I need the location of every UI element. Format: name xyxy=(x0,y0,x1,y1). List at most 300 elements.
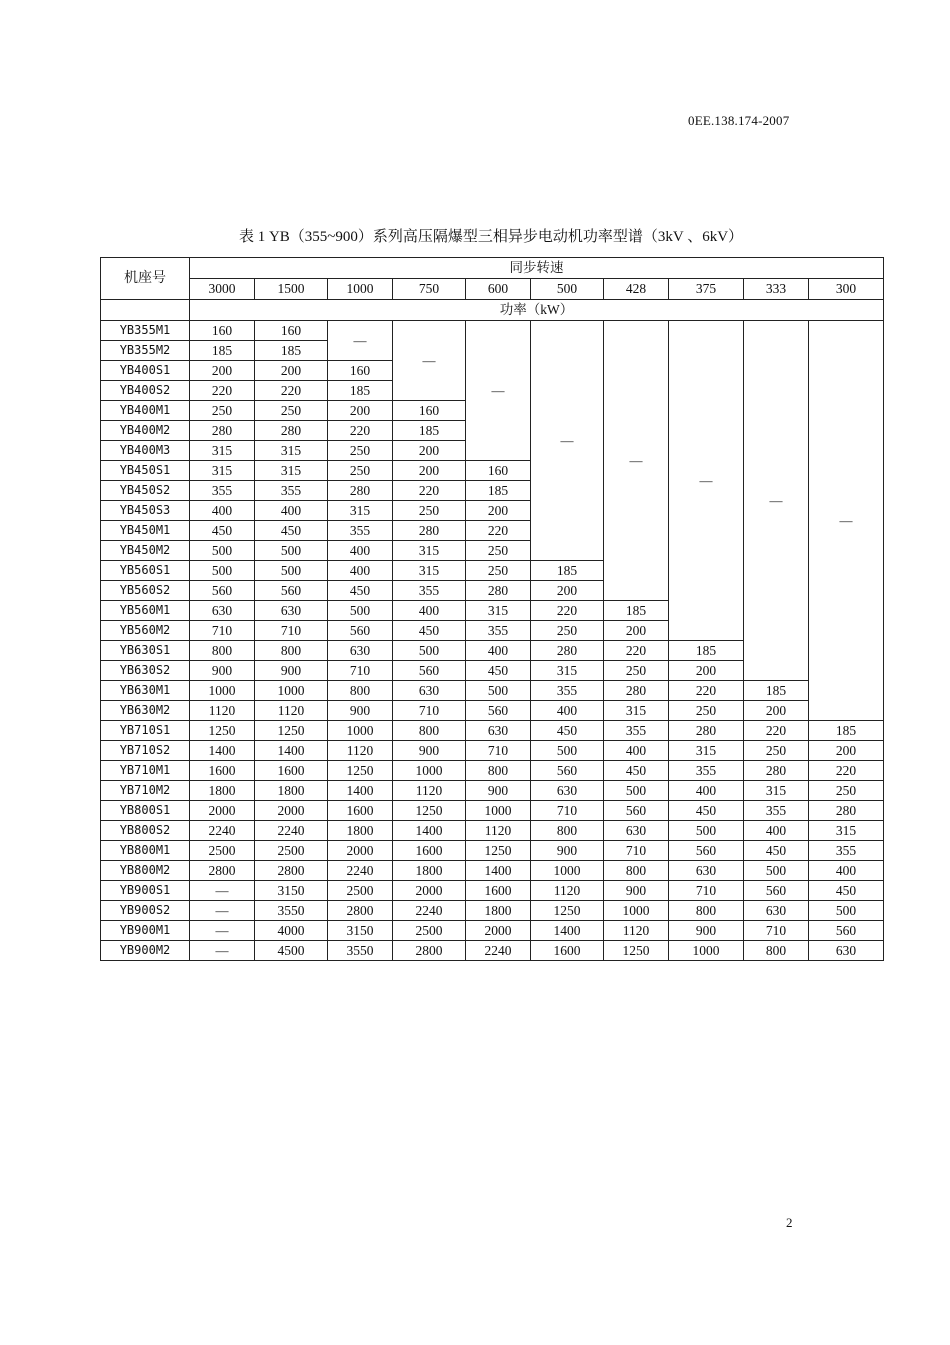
power-value-cell: 315 xyxy=(255,441,328,461)
power-value-cell: 400 xyxy=(328,561,393,581)
power-value-cell: 1600 xyxy=(328,801,393,821)
speed-header-3000: 3000 xyxy=(190,279,255,300)
power-value-cell: 400 xyxy=(809,861,884,881)
power-value-cell: 400 xyxy=(328,541,393,561)
power-value-cell: 355 xyxy=(255,481,328,501)
power-value-cell: 3150 xyxy=(328,921,393,941)
power-value-cell: 1250 xyxy=(466,841,531,861)
power-value-cell: 185 xyxy=(531,561,604,581)
model-cell: YB450S2 xyxy=(101,481,190,501)
power-value-cell: 250 xyxy=(809,781,884,801)
power-value-cell: 2500 xyxy=(190,841,255,861)
power-value-cell: 2000 xyxy=(255,801,328,821)
table-row xyxy=(101,781,884,801)
power-value-cell: 560 xyxy=(190,581,255,601)
power-value-cell: 800 xyxy=(744,941,809,961)
table-caption: 表 1 YB（355~900）系列高压隔爆型三相异步电动机功率型谱（3kV 、6kV） xyxy=(238,229,744,245)
power-value-cell: 250 xyxy=(255,401,328,421)
model-cell: YB630S2 xyxy=(101,661,190,681)
table-row xyxy=(101,941,884,961)
power-value-cell: 280 xyxy=(669,721,744,741)
power-value-cell: 200 xyxy=(255,361,328,381)
power-value-cell: 630 xyxy=(531,781,604,801)
model-cell: YB800S2 xyxy=(101,821,190,841)
power-value-cell: 220 xyxy=(255,381,328,401)
speed-header-1500: 1500 xyxy=(255,279,328,300)
not-applicable-dash: — xyxy=(531,321,604,561)
power-value-cell: 500 xyxy=(190,541,255,561)
power-value-cell: 2800 xyxy=(328,901,393,921)
power-value-cell: 1800 xyxy=(255,781,328,801)
model-cell: YB400M2 xyxy=(101,421,190,441)
power-value-cell: 250 xyxy=(328,441,393,461)
model-cell: YB630S1 xyxy=(101,641,190,661)
power-value-cell: 1250 xyxy=(604,941,669,961)
power-value-cell: 200 xyxy=(328,401,393,421)
power-value-cell: 630 xyxy=(466,721,531,741)
power-value-cell: 400 xyxy=(604,741,669,761)
power-value-cell: 220 xyxy=(669,681,744,701)
power-value-cell: 1800 xyxy=(190,781,255,801)
power-value-cell: 1250 xyxy=(190,721,255,741)
model-cell: YB450M1 xyxy=(101,521,190,541)
model-cell: YB900M1 xyxy=(101,921,190,941)
power-value-cell: 560 xyxy=(255,581,328,601)
power-value-cell: 900 xyxy=(328,701,393,721)
page-number: 2 xyxy=(786,1215,793,1230)
not-applicable-dash: — xyxy=(809,321,884,721)
table-row xyxy=(101,741,884,761)
power-value-cell: 250 xyxy=(669,701,744,721)
power-value-cell: 1600 xyxy=(466,881,531,901)
power-value-cell: 2000 xyxy=(393,881,466,901)
model-cell: YB400M1 xyxy=(101,401,190,421)
power-value-cell: 2240 xyxy=(466,941,531,961)
power-value-cell: 315 xyxy=(466,601,531,621)
power-value-cell: 500 xyxy=(255,541,328,561)
power-value-cell: 280 xyxy=(809,801,884,821)
power-value-cell: 630 xyxy=(328,641,393,661)
power-value-cell: 450 xyxy=(669,801,744,821)
power-value-cell: 450 xyxy=(328,581,393,601)
power-value-cell: 500 xyxy=(809,901,884,921)
table-body xyxy=(101,321,884,961)
power-value-cell: 630 xyxy=(393,681,466,701)
power-value-cell: 400 xyxy=(531,701,604,721)
model-cell: YB630M1 xyxy=(101,681,190,701)
power-value-cell: 900 xyxy=(669,921,744,941)
power-value-cell: 710 xyxy=(328,661,393,681)
table-row xyxy=(101,841,884,861)
power-value-cell: 355 xyxy=(466,621,531,641)
speed-header-333: 333 xyxy=(744,279,809,300)
power-value-cell: 355 xyxy=(669,761,744,781)
model-cell: YB400S2 xyxy=(101,381,190,401)
power-spectrum-table xyxy=(100,257,884,961)
power-value-cell: 800 xyxy=(604,861,669,881)
table-row xyxy=(101,921,884,941)
table-row xyxy=(101,901,884,921)
power-value-cell: 450 xyxy=(809,881,884,901)
power-value-cell: 355 xyxy=(190,481,255,501)
power-value-cell: 2000 xyxy=(466,921,531,941)
power-value-cell: 710 xyxy=(393,701,466,721)
power-value-cell: 1120 xyxy=(393,781,466,801)
header-row-power xyxy=(101,300,884,321)
power-value-cell: 1800 xyxy=(393,861,466,881)
table-row xyxy=(101,701,884,721)
power-value-cell: 800 xyxy=(190,641,255,661)
power-value-cell: 500 xyxy=(531,741,604,761)
power-value-cell: 280 xyxy=(255,421,328,441)
power-value-cell: 200 xyxy=(531,581,604,601)
power-value-cell: 1250 xyxy=(393,801,466,821)
power-value-cell: 315 xyxy=(669,741,744,761)
model-cell: YB710M2 xyxy=(101,781,190,801)
not-applicable-dash: — xyxy=(190,921,255,941)
power-value-cell: 220 xyxy=(328,421,393,441)
model-cell: YB710S2 xyxy=(101,741,190,761)
power-value-cell: 200 xyxy=(466,501,531,521)
power-value-cell: 800 xyxy=(466,761,531,781)
not-applicable-dash: — xyxy=(190,901,255,921)
model-cell: YB450M2 xyxy=(101,541,190,561)
power-value-cell: 315 xyxy=(744,781,809,801)
model-cell: YB900S2 xyxy=(101,901,190,921)
power-value-cell: 710 xyxy=(466,741,531,761)
header-row-speed-group xyxy=(101,258,884,279)
power-value-cell: 400 xyxy=(393,601,466,621)
power-value-cell: 500 xyxy=(604,781,669,801)
power-value-cell: 450 xyxy=(393,621,466,641)
not-applicable-dash: — xyxy=(393,321,466,401)
power-value-cell: 280 xyxy=(190,421,255,441)
power-value-cell: 500 xyxy=(328,601,393,621)
table-row xyxy=(101,721,884,741)
power-value-cell: 1800 xyxy=(328,821,393,841)
power-value-cell: 315 xyxy=(809,821,884,841)
model-cell: YB900M2 xyxy=(101,941,190,961)
power-value-cell: 280 xyxy=(466,581,531,601)
power-value-cell: 200 xyxy=(604,621,669,641)
power-value-cell: 800 xyxy=(328,681,393,701)
power-value-cell: 1120 xyxy=(466,821,531,841)
power-value-cell: 2500 xyxy=(328,881,393,901)
power-value-cell: 250 xyxy=(190,401,255,421)
model-cell: YB710M1 xyxy=(101,761,190,781)
model-cell: YB900S1 xyxy=(101,881,190,901)
model-cell: YB560M1 xyxy=(101,601,190,621)
speed-header-300: 300 xyxy=(809,279,884,300)
not-applicable-dash: — xyxy=(190,881,255,901)
table-row xyxy=(101,761,884,781)
power-value-cell: 200 xyxy=(393,441,466,461)
power-value-cell: 630 xyxy=(255,601,328,621)
power-value-cell: 355 xyxy=(393,581,466,601)
not-applicable-dash: — xyxy=(604,321,669,601)
power-value-cell: 250 xyxy=(604,661,669,681)
power-value-cell: 560 xyxy=(669,841,744,861)
power-value-cell: 160 xyxy=(466,461,531,481)
power-value-cell: 400 xyxy=(669,781,744,801)
power-value-cell: 450 xyxy=(255,521,328,541)
power-value-cell: 200 xyxy=(669,661,744,681)
power-value-cell: 400 xyxy=(466,641,531,661)
power-value-cell: 250 xyxy=(744,741,809,761)
power-value-cell: 1000 xyxy=(531,861,604,881)
power-value-cell: 280 xyxy=(604,681,669,701)
table-row xyxy=(101,801,884,821)
table-header xyxy=(101,258,884,321)
power-value-cell: 630 xyxy=(190,601,255,621)
power-value-cell: 315 xyxy=(255,461,328,481)
power-value-cell: 280 xyxy=(531,641,604,661)
power-value-cell: 355 xyxy=(744,801,809,821)
power-value-cell: 220 xyxy=(604,641,669,661)
power-value-cell: 560 xyxy=(328,621,393,641)
not-applicable-dash: — xyxy=(328,321,393,361)
power-value-cell: 560 xyxy=(604,801,669,821)
power-value-cell: 710 xyxy=(604,841,669,861)
power-value-cell: 1250 xyxy=(531,901,604,921)
model-cell: YB450S1 xyxy=(101,461,190,481)
speed-header-1000: 1000 xyxy=(328,279,393,300)
power-value-cell: 220 xyxy=(744,721,809,741)
power-value-cell: 3550 xyxy=(255,901,328,921)
power-value-cell: 2800 xyxy=(190,861,255,881)
power-value-cell: 315 xyxy=(393,561,466,581)
power-value-cell: 1400 xyxy=(255,741,328,761)
power-value-cell: 710 xyxy=(744,921,809,941)
power-value-cell: 2000 xyxy=(328,841,393,861)
power-value-cell: 1000 xyxy=(393,761,466,781)
power-value-cell: 280 xyxy=(328,481,393,501)
power-value-cell: 185 xyxy=(744,681,809,701)
speed-header-375: 375 xyxy=(669,279,744,300)
power-value-cell: 220 xyxy=(809,761,884,781)
power-value-cell: 250 xyxy=(466,561,531,581)
power-value-cell: 220 xyxy=(190,381,255,401)
power-value-cell: 185 xyxy=(604,601,669,621)
speed-header-500: 500 xyxy=(531,279,604,300)
power-value-cell: 710 xyxy=(669,881,744,901)
power-value-cell: 450 xyxy=(466,661,531,681)
power-value-cell: 1600 xyxy=(190,761,255,781)
power-value-cell: 710 xyxy=(255,621,328,641)
power-value-cell: 355 xyxy=(604,721,669,741)
model-cell: YB800M1 xyxy=(101,841,190,861)
power-value-cell: 1000 xyxy=(190,681,255,701)
power-value-cell: 250 xyxy=(466,541,531,561)
power-value-cell: 1250 xyxy=(328,761,393,781)
power-value-cell: 450 xyxy=(604,761,669,781)
power-value-cell: 160 xyxy=(190,321,255,341)
power-value-cell: 560 xyxy=(393,661,466,681)
header-row-speeds xyxy=(101,279,884,300)
power-value-cell: 185 xyxy=(809,721,884,741)
power-value-cell: 200 xyxy=(393,461,466,481)
power-value-cell: 315 xyxy=(393,541,466,561)
power-value-cell: 1120 xyxy=(531,881,604,901)
power-value-cell: 900 xyxy=(255,661,328,681)
power-value-cell: 900 xyxy=(393,741,466,761)
power-value-cell: 315 xyxy=(604,701,669,721)
document-code: 0EE.138.174-2007 xyxy=(688,113,790,128)
power-value-cell: 500 xyxy=(255,561,328,581)
empty-header-cell xyxy=(101,300,190,321)
power-value-cell: 1000 xyxy=(466,801,531,821)
power-value-cell: 1250 xyxy=(255,721,328,741)
power-value-cell: 710 xyxy=(531,801,604,821)
power-value-cell: 400 xyxy=(255,501,328,521)
power-value-cell: 185 xyxy=(328,381,393,401)
power-value-cell: 2240 xyxy=(393,901,466,921)
power-value-cell: 560 xyxy=(809,921,884,941)
power-value-cell: 450 xyxy=(744,841,809,861)
table-row xyxy=(101,681,884,701)
power-value-cell: 560 xyxy=(531,761,604,781)
power-value-cell: 2240 xyxy=(328,861,393,881)
power-value-cell: 1000 xyxy=(328,721,393,741)
power-value-cell: 315 xyxy=(531,661,604,681)
model-cell: YB710S1 xyxy=(101,721,190,741)
power-value-cell: 250 xyxy=(531,621,604,641)
power-value-cell: 185 xyxy=(255,341,328,361)
power-value-cell: 2240 xyxy=(255,821,328,841)
power-value-cell: 800 xyxy=(393,721,466,741)
not-applicable-dash: — xyxy=(744,321,809,681)
power-unit-header: 功率（kW） xyxy=(190,300,884,321)
model-cell: YB630M2 xyxy=(101,701,190,721)
power-value-cell: 315 xyxy=(190,461,255,481)
power-value-cell: 1120 xyxy=(190,701,255,721)
power-value-cell: 1400 xyxy=(466,861,531,881)
power-value-cell: 2240 xyxy=(190,821,255,841)
power-value-cell: 900 xyxy=(531,841,604,861)
power-value-cell: 160 xyxy=(255,321,328,341)
power-value-cell: 355 xyxy=(809,841,884,861)
power-value-cell: 1120 xyxy=(328,741,393,761)
power-value-cell: 200 xyxy=(809,741,884,761)
power-value-cell: 200 xyxy=(744,701,809,721)
power-value-cell: 250 xyxy=(393,501,466,521)
power-value-cell: 630 xyxy=(669,861,744,881)
power-value-cell: 1000 xyxy=(604,901,669,921)
table-row xyxy=(101,821,884,841)
power-value-cell: 630 xyxy=(744,901,809,921)
power-value-cell: 800 xyxy=(669,901,744,921)
power-value-cell: 800 xyxy=(531,821,604,841)
table-row xyxy=(101,861,884,881)
power-value-cell: 2800 xyxy=(393,941,466,961)
power-value-cell: 2500 xyxy=(393,921,466,941)
speed-header-750: 750 xyxy=(393,279,466,300)
power-value-cell: 450 xyxy=(531,721,604,741)
power-value-cell: 800 xyxy=(255,641,328,661)
power-value-cell: 1120 xyxy=(255,701,328,721)
power-value-cell: 500 xyxy=(190,561,255,581)
power-value-cell: 185 xyxy=(669,641,744,661)
sync-speed-header: 同步转速 xyxy=(190,258,884,279)
power-value-cell: 2000 xyxy=(190,801,255,821)
model-cell: YB400S1 xyxy=(101,361,190,381)
power-value-cell: 400 xyxy=(190,501,255,521)
power-value-cell: 355 xyxy=(531,681,604,701)
power-value-cell: 500 xyxy=(393,641,466,661)
power-value-cell: 185 xyxy=(190,341,255,361)
power-value-cell: 160 xyxy=(328,361,393,381)
table-row xyxy=(101,321,884,341)
power-value-cell: 2500 xyxy=(255,841,328,861)
power-value-cell: 900 xyxy=(604,881,669,901)
power-value-cell: 250 xyxy=(328,461,393,481)
power-value-cell: 220 xyxy=(393,481,466,501)
power-value-cell: 315 xyxy=(190,441,255,461)
model-cell: YB355M2 xyxy=(101,341,190,361)
power-value-cell: 630 xyxy=(809,941,884,961)
power-value-cell: 1000 xyxy=(669,941,744,961)
not-applicable-dash: — xyxy=(466,321,531,461)
power-value-cell: 1600 xyxy=(255,761,328,781)
power-value-cell: 710 xyxy=(190,621,255,641)
model-cell: YB400M3 xyxy=(101,441,190,461)
power-value-cell: 500 xyxy=(466,681,531,701)
speed-header-428: 428 xyxy=(604,279,669,300)
not-applicable-dash: — xyxy=(669,321,744,641)
power-value-cell: 200 xyxy=(190,361,255,381)
power-value-cell: 1600 xyxy=(393,841,466,861)
power-value-cell: 1400 xyxy=(328,781,393,801)
power-value-cell: 185 xyxy=(466,481,531,501)
power-value-cell: 315 xyxy=(328,501,393,521)
power-value-cell: 500 xyxy=(744,861,809,881)
table-row xyxy=(101,881,884,901)
power-value-cell: 900 xyxy=(466,781,531,801)
power-value-cell: 280 xyxy=(393,521,466,541)
seat-number-header: 机座号 xyxy=(101,258,190,300)
model-cell: YB450S3 xyxy=(101,501,190,521)
model-cell: YB560S2 xyxy=(101,581,190,601)
power-value-cell: 1120 xyxy=(604,921,669,941)
power-value-cell: 4000 xyxy=(255,921,328,941)
model-cell: YB560S1 xyxy=(101,561,190,581)
power-value-cell: 1400 xyxy=(190,741,255,761)
power-value-cell: 160 xyxy=(393,401,466,421)
not-applicable-dash: — xyxy=(190,941,255,961)
model-cell: YB560M2 xyxy=(101,621,190,641)
model-cell: YB355M1 xyxy=(101,321,190,341)
power-value-cell: 1600 xyxy=(531,941,604,961)
model-cell: YB800M2 xyxy=(101,861,190,881)
power-value-cell: 220 xyxy=(531,601,604,621)
power-value-cell: 220 xyxy=(466,521,531,541)
power-value-cell: 630 xyxy=(604,821,669,841)
power-value-cell: 1400 xyxy=(531,921,604,941)
power-value-cell: 1800 xyxy=(466,901,531,921)
power-value-cell: 1400 xyxy=(393,821,466,841)
power-value-cell: 4500 xyxy=(255,941,328,961)
power-value-cell: 560 xyxy=(744,881,809,901)
power-value-cell: 1000 xyxy=(255,681,328,701)
power-value-cell: 185 xyxy=(393,421,466,441)
power-value-cell: 3150 xyxy=(255,881,328,901)
power-value-cell: 900 xyxy=(190,661,255,681)
power-value-cell: 560 xyxy=(466,701,531,721)
power-value-cell: 280 xyxy=(744,761,809,781)
power-value-cell: 400 xyxy=(744,821,809,841)
power-value-cell: 355 xyxy=(328,521,393,541)
power-value-cell: 3550 xyxy=(328,941,393,961)
